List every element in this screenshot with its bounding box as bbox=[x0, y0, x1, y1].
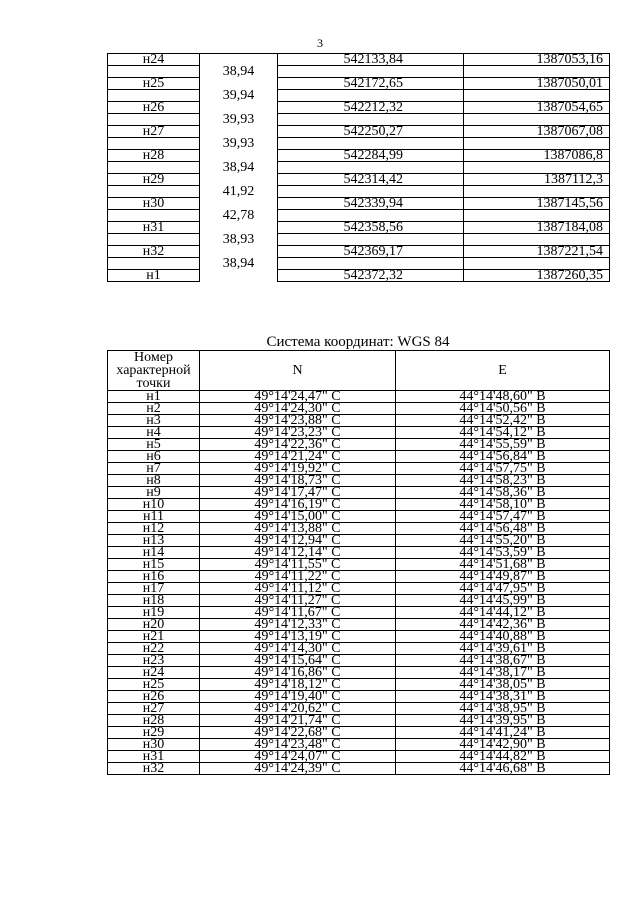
point-row bbox=[108, 246, 610, 258]
point-number-cell: н1 bbox=[108, 270, 200, 282]
latitude-cell: 49°14'11,27" С bbox=[200, 595, 396, 607]
latitude-cell: 49°14'23,88" С bbox=[200, 415, 396, 427]
longitude-cell: 44°14'47,95" В bbox=[396, 583, 610, 595]
longitude-cell: 44°14'57,75" В bbox=[396, 463, 610, 475]
point-number-cell: н24 bbox=[108, 667, 200, 679]
point-number-cell: н25 bbox=[108, 78, 200, 90]
point-number-cell: н31 bbox=[108, 222, 200, 234]
point-row bbox=[108, 150, 610, 162]
longitude-cell: 44°14'39,95" В bbox=[396, 715, 610, 727]
latitude-cell: 49°14'15,00" С bbox=[200, 511, 396, 523]
latitude-cell: 49°14'20,62" С bbox=[200, 703, 396, 715]
longitude-cell: 44°14'42,36" В bbox=[396, 619, 610, 631]
longitude-cell: 44°14'56,84" В bbox=[396, 451, 610, 463]
point-number-cell: н11 bbox=[108, 511, 200, 523]
wgs84-header-row bbox=[108, 351, 610, 391]
segment-length-cell: 39,94 bbox=[200, 90, 278, 102]
point-row bbox=[108, 198, 610, 210]
point-number-cell: н4 bbox=[108, 427, 200, 439]
latitude-cell: 49°14'24,30" С bbox=[200, 403, 396, 415]
point-number-cell: н32 bbox=[108, 246, 200, 258]
point-row bbox=[108, 78, 610, 90]
segment-cell bbox=[200, 270, 278, 282]
point-number-cell: н17 bbox=[108, 583, 200, 595]
point-number-cell: н30 bbox=[108, 739, 200, 751]
segment-length-cell: 41,92 bbox=[200, 186, 278, 198]
y-coordinate-cell: 1387221,54 bbox=[464, 246, 610, 258]
latitude-cell: 49°14'17,47" С bbox=[200, 487, 396, 499]
latitude-cell: 49°14'23,23" С bbox=[200, 427, 396, 439]
latitude-cell: 49°14'16,19" С bbox=[200, 499, 396, 511]
wgs84-coordinates-body bbox=[108, 391, 610, 775]
longitude-cell: 44°14'44,12" В bbox=[396, 607, 610, 619]
wgs84-row bbox=[108, 763, 610, 775]
x-coordinate-cell: 542369,17 bbox=[278, 246, 464, 258]
latitude-cell: 49°14'12,33" С bbox=[200, 619, 396, 631]
point-number-cell: н32 bbox=[108, 763, 200, 775]
segment-length-cell: 38,93 bbox=[200, 234, 278, 246]
x-coordinate-cell: 542172,65 bbox=[278, 78, 464, 90]
point-number-cell: н26 bbox=[108, 102, 200, 114]
longitude-cell: 44°14'51,68" В bbox=[396, 559, 610, 571]
point-number-cell: н16 bbox=[108, 571, 200, 583]
latitude-cell: 49°14'21,24" С bbox=[200, 451, 396, 463]
longitude-cell: 44°14'46,68" В bbox=[396, 763, 610, 775]
latitude-cell: 49°14'24,07" С bbox=[200, 751, 396, 763]
latitude-cell: 49°14'12,94" С bbox=[200, 535, 396, 547]
x-coordinate-cell: 542372,32 bbox=[278, 270, 464, 282]
point-number-cell: н8 bbox=[108, 475, 200, 487]
point-number-cell: н15 bbox=[108, 559, 200, 571]
longitude-cell: 44°14'52,42" В bbox=[396, 415, 610, 427]
latitude-cell: 49°14'14,30" С bbox=[200, 643, 396, 655]
point-number-cell: н20 bbox=[108, 619, 200, 631]
point-number-cell: н31 bbox=[108, 751, 200, 763]
segment-length-cell: 39,93 bbox=[200, 114, 278, 126]
segment-length-cell: 38,94 bbox=[200, 162, 278, 174]
x-coordinate-cell: 542358,56 bbox=[278, 222, 464, 234]
point-number-cell: н2 bbox=[108, 403, 200, 415]
point-number-cell: н21 bbox=[108, 631, 200, 643]
point-number-cell: н22 bbox=[108, 643, 200, 655]
latitude-cell: 49°14'18,12" С bbox=[200, 679, 396, 691]
y-coordinate-cell: 1387112,3 bbox=[464, 174, 610, 186]
segment-length-cell: 38,94 bbox=[200, 258, 278, 270]
longitude-cell: 44°14'38,05" В bbox=[396, 679, 610, 691]
y-coordinate-cell: 1387067,08 bbox=[464, 126, 610, 138]
x-coordinate-cell: 542250,27 bbox=[278, 126, 464, 138]
y-coordinate-cell: 1387054,65 bbox=[464, 102, 610, 114]
point-number-cell: н27 bbox=[108, 703, 200, 715]
longitude-cell: 44°14'38,95" В bbox=[396, 703, 610, 715]
longitude-cell: 44°14'49,87" В bbox=[396, 571, 610, 583]
point-row bbox=[108, 54, 610, 66]
latitude-cell: 49°14'11,12" С bbox=[200, 583, 396, 595]
point-row bbox=[108, 222, 610, 234]
point-number-cell: н6 bbox=[108, 451, 200, 463]
point-number-cell: н9 bbox=[108, 487, 200, 499]
point-number-cell: н18 bbox=[108, 595, 200, 607]
point-number-cell: н3 bbox=[108, 415, 200, 427]
longitude-cell: 44°14'40,88" В bbox=[396, 631, 610, 643]
point-number-cell: н29 bbox=[108, 174, 200, 186]
point-number-cell: н1 bbox=[108, 391, 200, 403]
latitude-cell: 49°14'19,40" С bbox=[200, 691, 396, 703]
y-coordinate-cell: 1387145,56 bbox=[464, 198, 610, 210]
longitude-cell: 44°14'48,60" В bbox=[396, 391, 610, 403]
segment-length-cell: 38,94 bbox=[200, 66, 278, 78]
latitude-cell: 49°14'19,92" С bbox=[200, 463, 396, 475]
y-coordinate-cell: 1387050,01 bbox=[464, 78, 610, 90]
latitude-cell: 49°14'11,22" С bbox=[200, 571, 396, 583]
point-row bbox=[108, 102, 610, 114]
longitude-cell: 44°14'38,67" В bbox=[396, 655, 610, 667]
point-number-cell: н10 bbox=[108, 499, 200, 511]
latitude-cell: 49°14'24,47" С bbox=[200, 391, 396, 403]
x-coordinate-cell: 542339,94 bbox=[278, 198, 464, 210]
x-coordinate-cell: 542133,84 bbox=[278, 54, 464, 66]
latitude-cell: 49°14'16,86" С bbox=[200, 667, 396, 679]
point-number-cell: н28 bbox=[108, 150, 200, 162]
longitude-cell: 44°14'58,23" В bbox=[396, 475, 610, 487]
latitude-cell: 49°14'22,36" С bbox=[200, 439, 396, 451]
longitude-cell: 44°14'44,82" В bbox=[396, 751, 610, 763]
header-point-number: Номер характерной точки bbox=[108, 351, 200, 391]
point-number-cell: н30 bbox=[108, 198, 200, 210]
latitude-cell: 49°14'21,74" С bbox=[200, 715, 396, 727]
boundary-coordinates-table bbox=[107, 53, 610, 282]
latitude-cell: 49°14'18,73" С bbox=[200, 475, 396, 487]
boundary-coordinates-body bbox=[108, 54, 610, 282]
point-number-cell: н28 bbox=[108, 715, 200, 727]
y-coordinate-cell: 1387086,8 bbox=[464, 150, 610, 162]
point-number-cell: н27 bbox=[108, 126, 200, 138]
longitude-cell: 44°14'55,20" В bbox=[396, 535, 610, 547]
segment-length-cell: 42,78 bbox=[200, 210, 278, 222]
longitude-cell: 44°14'57,47" В bbox=[396, 511, 610, 523]
latitude-cell: 49°14'11,55" С bbox=[200, 559, 396, 571]
y-coordinate-cell: 1387260,35 bbox=[464, 270, 610, 282]
segment-length-cell: 39,93 bbox=[200, 138, 278, 150]
x-coordinate-cell: 542284,99 bbox=[278, 150, 464, 162]
longitude-cell: 44°14'58,36" В bbox=[396, 487, 610, 499]
coordinate-system-caption: Система координат: WGS 84 bbox=[266, 334, 450, 350]
longitude-cell: 44°14'45,99" В bbox=[396, 595, 610, 607]
longitude-cell: 44°14'41,24" В bbox=[396, 727, 610, 739]
point-number-cell: н7 bbox=[108, 463, 200, 475]
point-number-cell: н29 bbox=[108, 727, 200, 739]
longitude-cell: 44°14'58,10" В bbox=[396, 499, 610, 511]
x-coordinate-cell: 542212,32 bbox=[278, 102, 464, 114]
point-row bbox=[108, 126, 610, 138]
latitude-cell: 49°14'23,48" С bbox=[200, 739, 396, 751]
latitude-cell: 49°14'22,68" С bbox=[200, 727, 396, 739]
header-e: E bbox=[396, 351, 610, 391]
longitude-cell: 44°14'38,31" В bbox=[396, 691, 610, 703]
point-number-cell: н14 bbox=[108, 547, 200, 559]
y-coordinate-cell: 1387053,16 bbox=[464, 54, 610, 66]
latitude-cell: 49°14'13,88" С bbox=[200, 523, 396, 535]
point-number-cell: н12 bbox=[108, 523, 200, 535]
y-coordinate-cell: 1387184,08 bbox=[464, 222, 610, 234]
point-number-cell: н26 bbox=[108, 691, 200, 703]
header-n: N bbox=[200, 351, 396, 391]
longitude-cell: 44°14'53,59" В bbox=[396, 547, 610, 559]
point-number-cell: н19 bbox=[108, 607, 200, 619]
longitude-cell: 44°14'42,90" В bbox=[396, 739, 610, 751]
point-number-cell: н24 bbox=[108, 54, 200, 66]
latitude-cell: 49°14'12,14" С bbox=[200, 547, 396, 559]
longitude-cell: 44°14'39,61" В bbox=[396, 643, 610, 655]
latitude-cell: 49°14'15,64" С bbox=[200, 655, 396, 667]
wgs84-coordinates-table bbox=[107, 350, 610, 775]
longitude-cell: 44°14'56,48" В bbox=[396, 523, 610, 535]
point-row bbox=[108, 174, 610, 186]
longitude-cell: 44°14'38,17" В bbox=[396, 667, 610, 679]
longitude-cell: 44°14'55,59" В bbox=[396, 439, 610, 451]
point-number-cell: н13 bbox=[108, 535, 200, 547]
point-number-cell: н23 bbox=[108, 655, 200, 667]
longitude-cell: 44°14'50,56" В bbox=[396, 403, 610, 415]
point-number-cell: н5 bbox=[108, 439, 200, 451]
x-coordinate-cell: 542314,42 bbox=[278, 174, 464, 186]
latitude-cell: 49°14'13,19" С bbox=[200, 631, 396, 643]
point-row bbox=[108, 270, 610, 282]
latitude-cell: 49°14'11,67" С bbox=[200, 607, 396, 619]
latitude-cell: 49°14'24,39" С bbox=[200, 763, 396, 775]
longitude-cell: 44°14'54,12" В bbox=[396, 427, 610, 439]
point-number-cell: н25 bbox=[108, 679, 200, 691]
page-number: 3 bbox=[317, 36, 323, 50]
